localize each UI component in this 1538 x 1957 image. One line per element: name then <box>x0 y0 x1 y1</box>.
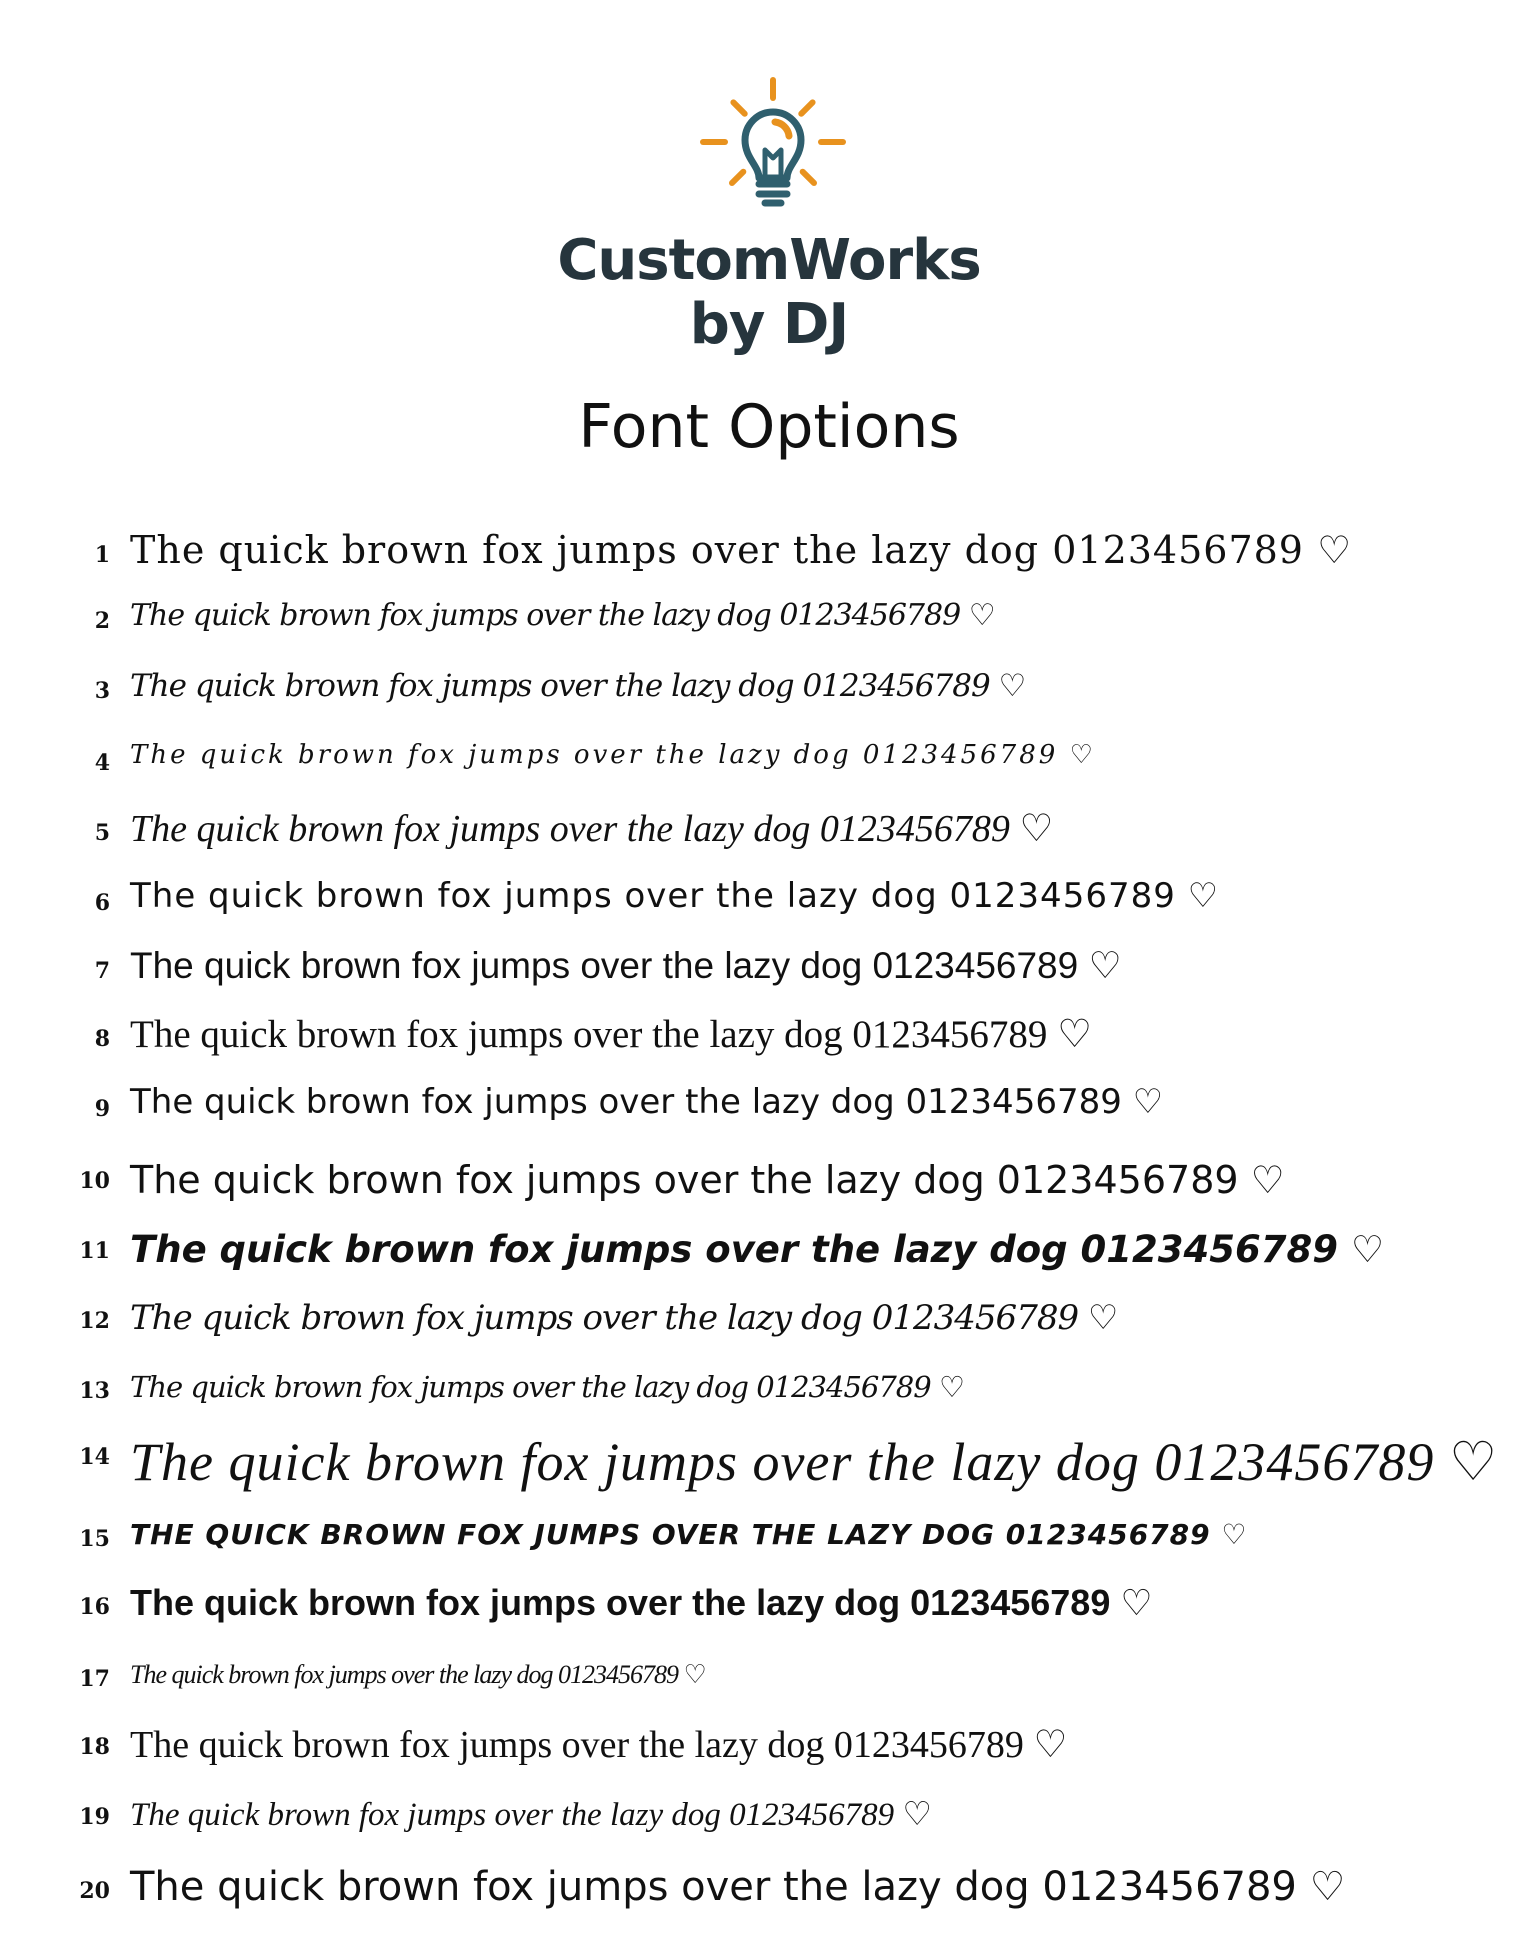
heart-icon: ♡ <box>1448 1430 1499 1493</box>
font-option-row <box>0 596 1538 656</box>
font-option-number: 17 <box>79 1666 110 1692</box>
font-sample-digits: 0123456789 <box>779 598 961 633</box>
brand-name: CustomWorks <box>557 228 981 293</box>
heart-icon: ♡ <box>1309 1864 1346 1910</box>
heart-icon: ♡ <box>1033 1722 1068 1766</box>
font-sample-text <box>130 528 1352 572</box>
font-sample-phrase: The quick brown fox jumps over the lazy dog <box>130 1082 895 1122</box>
font-option-row <box>0 1516 1538 1576</box>
font-option-row <box>0 1158 1538 1218</box>
font-sample-digits: 0123456789 <box>1042 1864 1297 1910</box>
font-sample-text <box>130 806 1053 851</box>
font-sample-digits: 0123456789 <box>949 876 1176 916</box>
font-option-row <box>0 944 1538 1004</box>
font-option-row <box>0 1582 1538 1642</box>
font-option-number: 18 <box>79 1734 110 1760</box>
font-option-row <box>0 1012 1538 1072</box>
font-sample-digits: 0123456789 <box>872 945 1079 986</box>
font-sample-text <box>130 1794 932 1834</box>
font-sample-digits: 0123456789 <box>1154 1432 1435 1492</box>
font-option-row <box>0 1082 1538 1142</box>
heart-icon: ♡ <box>1187 876 1220 916</box>
heart-icon: ♡ <box>998 668 1026 704</box>
font-sample-phrase: The quick brown fox jumps over the lazy dog <box>130 1013 843 1056</box>
font-sample-phrase: The quick brown fox jumps over the lazy dog <box>130 1582 901 1623</box>
font-sample-digits: 0123456789 <box>802 668 990 704</box>
font-option-row <box>0 1228 1538 1288</box>
font-sample-phrase: The quick brown fox jumps over the lazy dog <box>130 1660 553 1689</box>
font-sample-digits: 0123456789 <box>756 1370 931 1404</box>
heart-icon: ♡ <box>1350 1228 1385 1271</box>
font-sample-digits: 0123456789 <box>833 1724 1024 1766</box>
font-sample-text <box>130 1158 1285 1202</box>
font-option-row <box>0 1430 1538 1493</box>
font-sample-digits: 0123456789 <box>996 1158 1239 1202</box>
font-option-row <box>0 1864 1538 1924</box>
font-option-number: 3 <box>94 678 110 704</box>
font-option-row <box>0 736 1538 796</box>
heart-icon: ♡ <box>1120 1583 1153 1624</box>
heart-icon: ♡ <box>968 598 995 633</box>
heart-icon: ♡ <box>1069 740 1096 770</box>
font-option-number: 8 <box>94 1026 110 1052</box>
font-sample-text <box>130 876 1219 916</box>
font-option-number: 19 <box>79 1804 110 1830</box>
font-option-number: 5 <box>94 820 110 846</box>
font-sample-text <box>130 668 1025 704</box>
font-sample-digits: 0123456789 <box>558 1660 679 1689</box>
font-sample-digits: 0123456789 <box>862 740 1059 770</box>
font-sample-phrase: The quick brown fox jumps over the lazy dog <box>130 668 794 704</box>
heart-icon: ♡ <box>1317 528 1353 572</box>
font-sample-digits: 0123456789 <box>819 808 1010 850</box>
font-sample-phrase: The quick brown fox jumps over the lazy dog <box>130 876 938 916</box>
font-option-number: 12 <box>79 1308 110 1334</box>
font-option-number: 11 <box>79 1238 110 1264</box>
heart-icon: ♡ <box>938 1370 964 1404</box>
font-option-row <box>0 666 1538 726</box>
font-sample-phrase: THE QUICK BROWN FOX JUMPS OVER THE LAZY DOG <box>130 1518 996 1551</box>
font-option-row <box>0 1722 1538 1782</box>
font-option-row <box>0 1656 1538 1716</box>
font-sample-phrase: The quick brown fox jumps over the lazy dog <box>130 1228 1068 1271</box>
font-sample-phrase: The quick brown fox jumps over the lazy dog <box>130 808 811 850</box>
font-sample-phrase: The quick brown fox jumps over the lazy dog <box>130 740 852 770</box>
heart-icon: ♡ <box>1087 1298 1118 1338</box>
font-sample-digits: 0123456789 <box>729 1797 895 1833</box>
font-option-row <box>0 1792 1538 1852</box>
font-option-row <box>0 1298 1538 1358</box>
font-sample-phrase: The quick brown fox jumps over the lazy dog <box>130 1797 721 1833</box>
font-option-number: 16 <box>79 1594 110 1620</box>
heart-icon: ♡ <box>1019 806 1054 850</box>
font-sample-digits: 0123456789 <box>1005 1518 1211 1551</box>
font-sample-text <box>130 944 1122 987</box>
heart-icon: ♡ <box>1088 944 1122 987</box>
font-sample-text <box>130 1228 1384 1271</box>
font-sample-phrase: The quick brown fox jumps over the lazy dog <box>130 1432 1140 1492</box>
font-sample-phrase: The quick brown fox jumps over the lazy dog <box>130 528 1040 572</box>
heart-icon: ♡ <box>1221 1518 1248 1551</box>
font-sample-text <box>130 740 1096 770</box>
font-sample-digits: 0123456789 <box>871 1298 1079 1338</box>
brand-tagline: by DJ <box>689 292 849 357</box>
heart-icon: ♡ <box>1132 1082 1164 1122</box>
font-sample-phrase: The quick brown fox jumps over the lazy dog <box>130 1370 748 1404</box>
font-sample-text <box>130 1012 1092 1057</box>
font-sample-text <box>130 1518 1247 1551</box>
font-option-number: 2 <box>94 608 110 634</box>
font-sample-digits: 0123456789 <box>905 1082 1122 1122</box>
font-option-number: 9 <box>94 1096 110 1122</box>
font-option-number: 1 <box>94 542 110 568</box>
font-sample-digits: 0123456789 <box>910 1582 1111 1623</box>
font-option-number: 7 <box>94 958 110 984</box>
font-option-row <box>0 1368 1538 1428</box>
font-sample-text <box>130 1298 1117 1338</box>
font-option-row <box>0 806 1538 866</box>
font-sample-phrase: The quick brown fox jumps over the lazy dog <box>130 945 863 986</box>
font-option-number: 13 <box>79 1378 110 1404</box>
heart-icon: ♡ <box>902 1794 932 1833</box>
font-sample-phrase: The quick brown fox jumps over the lazy dog <box>130 1864 1030 1910</box>
heart-icon: ♡ <box>683 1660 706 1690</box>
font-sample-text <box>130 1582 1153 1624</box>
font-sample-text <box>130 1660 706 1690</box>
font-sample-text <box>130 1864 1345 1910</box>
font-sample-phrase: The quick brown fox jumps over the lazy dog <box>130 1724 825 1766</box>
font-option-number: 4 <box>94 750 110 776</box>
page-title: Font Options <box>578 392 960 462</box>
font-option-number: 14 <box>79 1444 110 1470</box>
font-sample-phrase: The quick brown fox jumps over the lazy dog <box>130 1158 985 1202</box>
font-sample-text <box>130 1370 964 1404</box>
font-sample-phrase: The quick brown fox jumps over the lazy dog <box>130 1298 862 1338</box>
font-sample-text <box>130 1722 1067 1767</box>
font-option-row <box>0 528 1538 588</box>
font-sample-text <box>130 1430 1498 1493</box>
font-option-number: 6 <box>94 890 110 916</box>
font-sample-digits: 0123456789 <box>1080 1228 1338 1271</box>
heart-icon: ♡ <box>1057 1012 1093 1057</box>
font-sample-digits: 0123456789 <box>852 1013 1048 1056</box>
heart-icon: ♡ <box>1250 1158 1285 1202</box>
font-sample-text <box>130 598 995 633</box>
font-option-row <box>0 876 1538 936</box>
font-sample-phrase: The quick brown fox jumps over the lazy dog <box>130 598 771 633</box>
font-option-number: 10 <box>79 1168 110 1194</box>
font-option-number: 20 <box>79 1878 110 1904</box>
font-option-number: 15 <box>79 1526 110 1552</box>
font-sample-text <box>130 1082 1163 1122</box>
font-sample-digits: 0123456789 <box>1052 528 1304 572</box>
